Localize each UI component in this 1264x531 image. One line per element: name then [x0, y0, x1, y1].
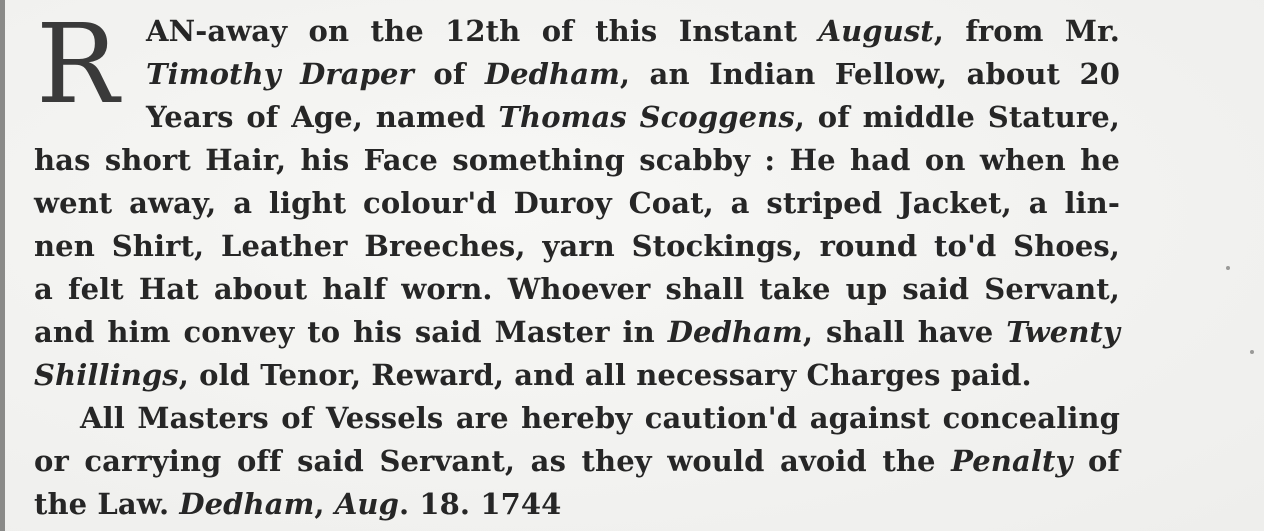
italic-word: August — [818, 14, 934, 48]
runaway-advertisement — [34, 0, 1121, 526]
column-rule — [0, 0, 5, 531]
text-line: the Law. Dedham, Aug. 18. 1744 — [34, 487, 562, 521]
italic-word: Timothy Draper — [146, 57, 414, 91]
text-line: All Masters of Vessels are hereby caution'd against concealing — [80, 401, 1120, 435]
text-line: Shillings, old Tenor, Reward, and all necessary Charges paid. — [34, 358, 1032, 392]
text-line: a felt Hat about half worn. Whoever shall take up said Servant, — [34, 272, 1120, 306]
text-line: AN-away on the 12th of this Instant August, from Mr. — [146, 14, 1120, 48]
text-line: nen Shirt, Leather Breeches, yarn Stockings, round to'd Shoes, — [34, 229, 1120, 263]
text-line: Years of Age, named Thomas Scoggens, of middle Stature, — [146, 100, 1121, 134]
italic-word: Dedham — [484, 57, 620, 91]
text-line: went away, a light colour'd Duroy Coat, a striped Jacket, a lin- — [34, 186, 1120, 220]
italic-word: Aug — [334, 487, 399, 521]
text-line: Timothy Draper of Dedham, an Indian Fellow, about 20 — [146, 57, 1120, 91]
drop-cap: R — [36, 0, 119, 128]
italic-word: Penalty — [951, 444, 1073, 478]
italic-word: Twenty — [1006, 315, 1120, 349]
italic-word: Dedham — [179, 487, 315, 521]
text-line: or carrying off said Servant, as they would avoid the Penalty of — [34, 444, 1121, 478]
text-line: has short Hair, his Face something scabby : He had on when he — [34, 143, 1120, 177]
italic-word: Dedham — [667, 315, 803, 349]
paper-speck — [1226, 266, 1230, 270]
italic-word: Shillings — [34, 358, 179, 392]
italic-word: Thomas Scoggens — [498, 100, 795, 134]
text-line: and him convey to his said Master in Dedham, shall have Twenty — [34, 315, 1120, 349]
paper-speck — [1250, 350, 1254, 354]
